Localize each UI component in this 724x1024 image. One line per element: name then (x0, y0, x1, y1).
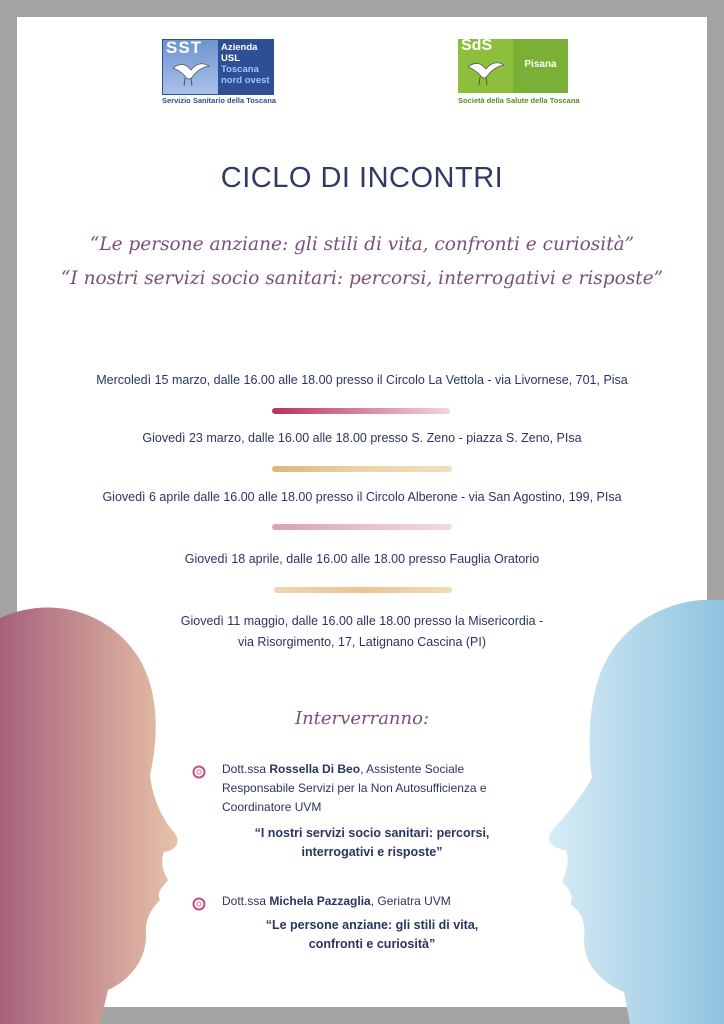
spiral-bullet-icon (192, 897, 206, 911)
sds-logo (458, 37, 580, 105)
divider-stroke (272, 466, 452, 472)
subtitle-1: “Le persone anziane: gli stili di vita, confronti e curiosità” (89, 234, 635, 255)
seagull-icon (171, 54, 211, 88)
event-5-line-1: Giovedì 11 maggio, dalle 16.00 alle 18.00 presso la Misericordia - (180, 614, 544, 628)
speaker-2-prefix: Dott.ssa (222, 894, 267, 908)
event-4: Giovedì 18 aprile, dalle 16.00 alle 18.00 presso Fauglia Oratorio (184, 552, 540, 566)
speaker-2-talk-line-1: “Le persone anziane: gli stili di vita, (265, 918, 479, 932)
divider-stroke (272, 524, 452, 530)
speaker-2 (222, 892, 542, 911)
speaker-2-talk (212, 916, 532, 954)
event-5-line-2: via Risorgimento, 17, Latignano Cascina (PI) (237, 635, 487, 649)
speaker-1-talk-line-1: “I nostri servizi socio sanitari: percorsi, (254, 826, 490, 840)
sst-line-1: Azienda (221, 42, 258, 53)
spiral-bullet-icon (192, 765, 206, 779)
sst-caption: Servizio Sanitario della Toscana (162, 96, 277, 105)
speaker-1-role: , Assistente Sociale (360, 762, 465, 776)
sst-line-2: USL (221, 53, 240, 64)
speaker-2-name: Michela Pazzaglia (269, 894, 371, 908)
subtitle-2: “I nostri servizi socio sanitari: percorsi, interrogativi e risposte” (60, 268, 664, 289)
page-title: CICLO DI INCONTRI (220, 162, 504, 194)
divider-stroke (274, 587, 452, 593)
speaker-1-prefix: Dott.ssa (222, 762, 267, 776)
sds-caption: Società della Salute della Toscana (458, 96, 580, 105)
speaker-1-talk (212, 824, 532, 862)
speaker-2-talk-line-2: confronti e curiosità” (308, 937, 436, 951)
left-face-silhouette (0, 600, 185, 1024)
speaker-1-talk-line-2: interrogativi e risposte” (301, 845, 443, 859)
divider-stroke (272, 408, 450, 414)
event-3: Giovedì 6 aprile dalle 16.00 alle 18.00 presso il Circolo Alberone - via San Agostino, 199, PIsa (102, 490, 622, 504)
speaker-1-name: Rossella Di Beo (269, 762, 361, 776)
speaker-2-role: , Geriatra UVM (370, 894, 451, 908)
event-1: Mercoledì 15 marzo, dalle 16.00 alle 18.00 presso il Circolo La Vettola - via Livornese, 701, Pisa (96, 373, 628, 387)
sst-acronym: SST (166, 38, 203, 57)
sds-acronym: SdS (461, 37, 493, 54)
sst-line-4: nord ovest (221, 75, 270, 86)
speaker-1 (222, 760, 542, 817)
sst-logo (162, 38, 277, 105)
right-face-silhouette (540, 600, 724, 1024)
seagull-icon (466, 53, 506, 87)
speakers-heading: Interverranno: (294, 708, 430, 729)
speaker-1-role-line-1: Responsabile Servizi per la Non Autosufficienza e (222, 781, 487, 795)
event-2: Giovedì 23 marzo, dalle 16.00 alle 18.00 presso S. Zeno - piazza S. Zeno, PIsa (142, 431, 582, 445)
sds-word: Pisana (524, 59, 557, 70)
sst-line-3: Toscana (221, 64, 259, 75)
speaker-1-role-line-2: Coordinatore UVM (222, 800, 322, 814)
